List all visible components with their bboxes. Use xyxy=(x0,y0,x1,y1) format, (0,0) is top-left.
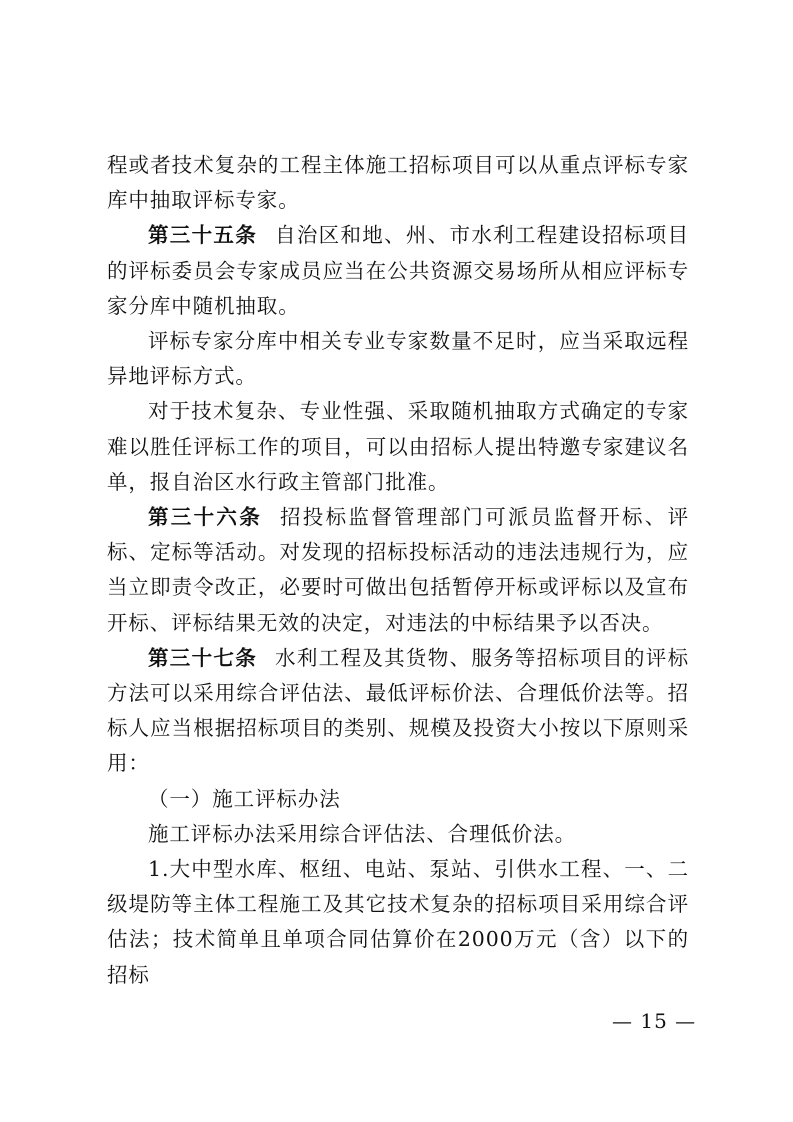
paragraph-text: 招投标监督管理部门可派员监督开标、评标、定标等活动。对发现的招标投标活动的违法违规行为，应当立即责令改正，必要时可做出包括暂停开标或评标以及宣布开标、评标结果无效的决定，对违法的中标结果予以否决。 xyxy=(107,505,689,635)
paragraph-text: 水利工程及其货物、服务等招标项目的评标方法可以采用综合评估法、最低评标价法、合理低价法等。招标人应当根据招标项目的类别、规模及投资大小按以下原则采用： xyxy=(107,645,689,776)
article-number: 第三十七条 xyxy=(148,645,258,670)
paragraph-section-heading xyxy=(107,782,689,817)
paragraph-text: 评标专家分库中相关专业专家数量不足时，应当采取远程异地评标方式。 xyxy=(107,329,689,389)
paragraph-text: 对于技术复杂、专业性强、采取随机抽取方式确定的专家难以胜任评标工作的项目，可以由招标人提出特邀专家建议名单，报自治区水行政主管部门批准。 xyxy=(107,399,689,494)
paragraph-3 xyxy=(107,324,689,394)
body-text xyxy=(107,148,689,993)
page-number: — 15 — xyxy=(612,1009,697,1033)
paragraph-text: 程或者技术复杂的工程主体施工招标项目可以从重点评标专家库中抽取评标专家。 xyxy=(107,153,689,213)
paragraph-text: 1.大中型水库、枢纽、电站、泵站、引供水工程、一、二级堤防等主体工程施工及其它技术复杂的招标项目采用综合评估法；技术简单且单项合同估算价在2000万元（含）以下的招标 xyxy=(107,857,689,987)
section-heading: （一）施工评标办法 xyxy=(148,786,341,811)
paragraph-1 xyxy=(107,148,689,218)
paragraph-4 xyxy=(107,394,689,500)
paragraph-article-37 xyxy=(107,641,689,782)
paragraph-8 xyxy=(107,817,689,852)
paragraph-text: 施工评标办法采用综合评估法、合理低价法。 xyxy=(148,821,576,846)
paragraph-text: 自治区和地、州、市水利工程建设招标项目的评标委员会专家成员应当在公共资源交易场所从相应评标专家分库中随机抽取。 xyxy=(107,223,689,318)
paragraph-article-35 xyxy=(107,218,689,324)
paragraph-9 xyxy=(107,852,689,993)
article-number: 第三十六条 xyxy=(148,505,262,530)
paragraph-article-36 xyxy=(107,500,689,641)
article-number: 第三十五条 xyxy=(148,223,258,248)
